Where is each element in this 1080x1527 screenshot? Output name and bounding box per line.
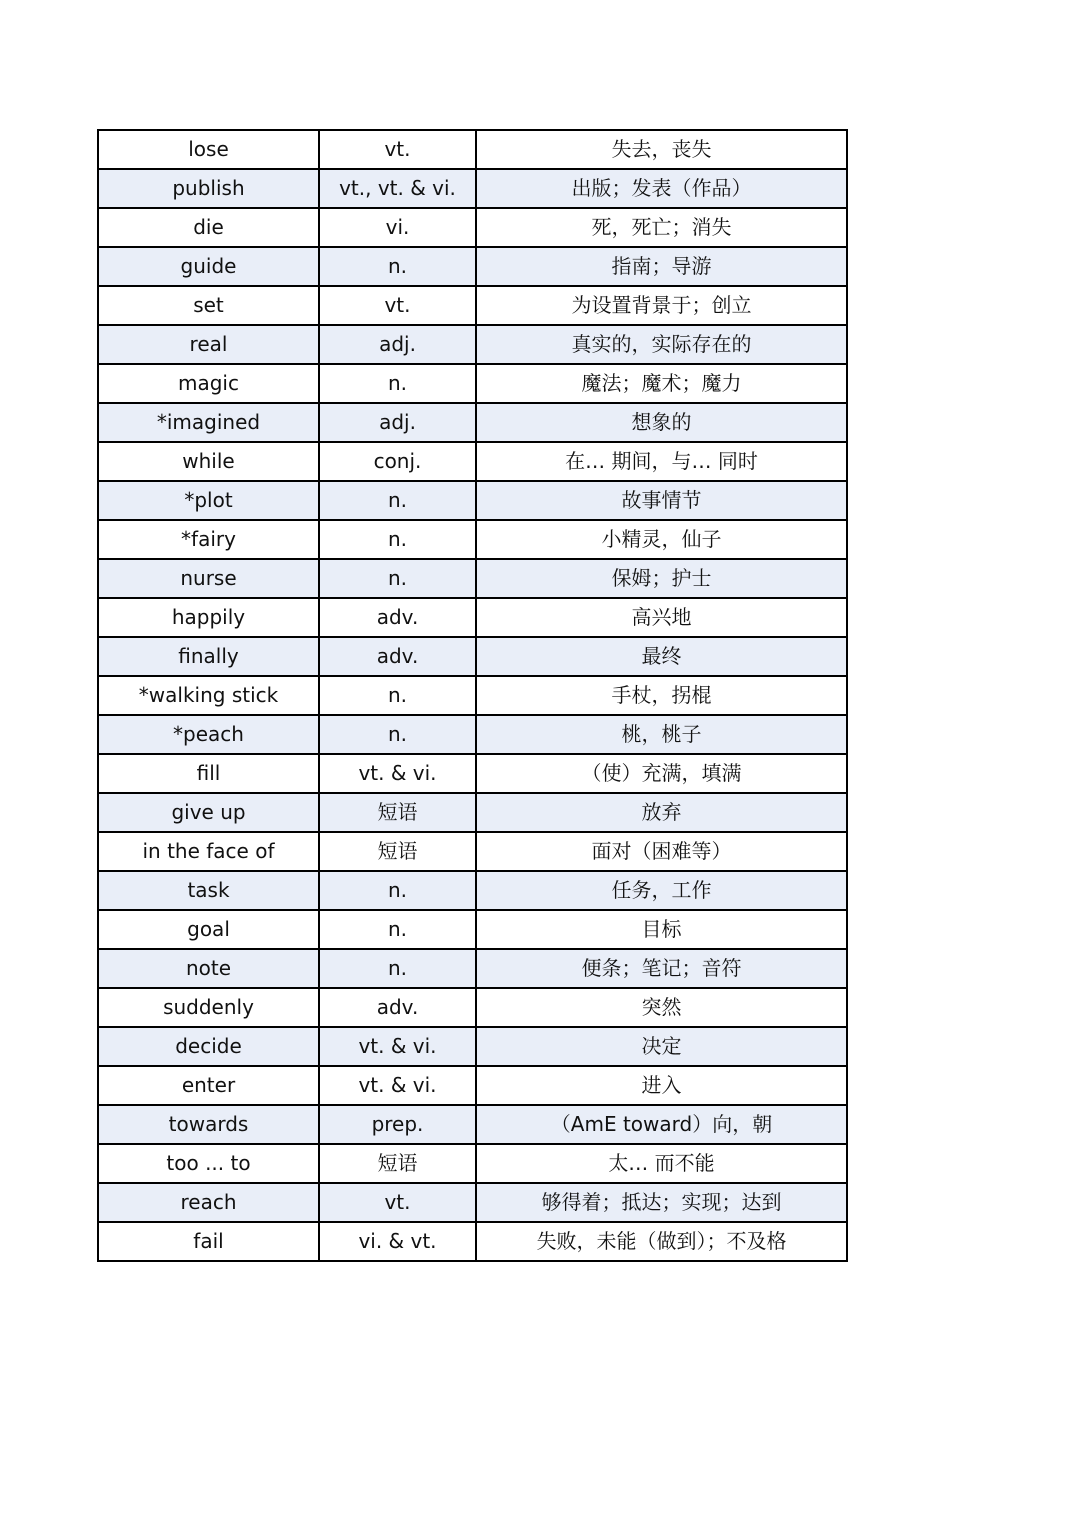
- meaning-cell: 小精灵，仙子: [476, 520, 847, 559]
- table-row: [98, 559, 847, 598]
- table-row: [98, 715, 847, 754]
- word-cell: *walking stick: [98, 676, 319, 715]
- meaning-cell: 进入: [476, 1066, 847, 1105]
- word-cell: set: [98, 286, 319, 325]
- table-row: [98, 169, 847, 208]
- part-of-speech-cell: n.: [319, 910, 476, 949]
- part-of-speech-cell: n.: [319, 520, 476, 559]
- part-of-speech-cell: adj.: [319, 325, 476, 364]
- part-of-speech-cell: n.: [319, 715, 476, 754]
- meaning-cell: 突然: [476, 988, 847, 1027]
- table-row: [98, 1183, 847, 1222]
- word-cell: publish: [98, 169, 319, 208]
- word-cell: lose: [98, 130, 319, 169]
- vocabulary-table-body: [98, 130, 847, 1261]
- word-cell: die: [98, 208, 319, 247]
- word-cell: guide: [98, 247, 319, 286]
- meaning-cell: 想象的: [476, 403, 847, 442]
- meaning-cell: 高兴地: [476, 598, 847, 637]
- part-of-speech-cell: adv.: [319, 598, 476, 637]
- word-cell: in the face of: [98, 832, 319, 871]
- meaning-cell: 太… 而不能: [476, 1144, 847, 1183]
- word-cell: too ... to: [98, 1144, 319, 1183]
- word-cell: nurse: [98, 559, 319, 598]
- meaning-cell: 保姆；护士: [476, 559, 847, 598]
- table-row: [98, 286, 847, 325]
- part-of-speech-cell: vi. & vt.: [319, 1222, 476, 1261]
- part-of-speech-cell: prep.: [319, 1105, 476, 1144]
- table-row: [98, 832, 847, 871]
- part-of-speech-cell: vt., vt. & vi.: [319, 169, 476, 208]
- vocabulary-table: [97, 129, 848, 1262]
- table-row: [98, 910, 847, 949]
- word-cell: finally: [98, 637, 319, 676]
- part-of-speech-cell: vt.: [319, 1183, 476, 1222]
- meaning-cell: （AmE toward）向，朝: [476, 1105, 847, 1144]
- table-row: [98, 754, 847, 793]
- word-cell: fill: [98, 754, 319, 793]
- word-cell: while: [98, 442, 319, 481]
- meaning-cell: 桃，桃子: [476, 715, 847, 754]
- part-of-speech-cell: vt.: [319, 130, 476, 169]
- table-row: [98, 1144, 847, 1183]
- part-of-speech-cell: n.: [319, 247, 476, 286]
- meaning-cell: 手杖，拐棍: [476, 676, 847, 715]
- table-row: [98, 1027, 847, 1066]
- meaning-cell: 在… 期间，与… 同时: [476, 442, 847, 481]
- meaning-cell: 失败，未能（做到）；不及格: [476, 1222, 847, 1261]
- meaning-cell: 为设置背景于；创立: [476, 286, 847, 325]
- table-row: [98, 364, 847, 403]
- word-cell: real: [98, 325, 319, 364]
- table-row: [98, 130, 847, 169]
- part-of-speech-cell: n.: [319, 949, 476, 988]
- part-of-speech-cell: vt. & vi.: [319, 1066, 476, 1105]
- word-cell: fail: [98, 1222, 319, 1261]
- word-cell: note: [98, 949, 319, 988]
- word-cell: magic: [98, 364, 319, 403]
- part-of-speech-cell: n.: [319, 559, 476, 598]
- meaning-cell: 指南；导游: [476, 247, 847, 286]
- part-of-speech-cell: adj.: [319, 403, 476, 442]
- part-of-speech-cell: adv.: [319, 988, 476, 1027]
- part-of-speech-cell: vt. & vi.: [319, 754, 476, 793]
- table-row: [98, 1105, 847, 1144]
- table-row: [98, 481, 847, 520]
- table-row: [98, 598, 847, 637]
- table-row: [98, 403, 847, 442]
- meaning-cell: 便条；笔记；音符: [476, 949, 847, 988]
- table-row: [98, 871, 847, 910]
- table-row: [98, 442, 847, 481]
- word-cell: reach: [98, 1183, 319, 1222]
- table-row: [98, 325, 847, 364]
- meaning-cell: 死，死亡；消失: [476, 208, 847, 247]
- word-cell: give up: [98, 793, 319, 832]
- meaning-cell: 真实的，实际存在的: [476, 325, 847, 364]
- meaning-cell: 够得着；抵达；实现；达到: [476, 1183, 847, 1222]
- table-row: [98, 988, 847, 1027]
- table-row: [98, 1222, 847, 1261]
- meaning-cell: 魔法；魔术；魔力: [476, 364, 847, 403]
- meaning-cell: 失去，丧失: [476, 130, 847, 169]
- part-of-speech-cell: 短语: [319, 1144, 476, 1183]
- meaning-cell: 最终: [476, 637, 847, 676]
- meaning-cell: 目标: [476, 910, 847, 949]
- part-of-speech-cell: adv.: [319, 637, 476, 676]
- word-cell: *imagined: [98, 403, 319, 442]
- word-cell: suddenly: [98, 988, 319, 1027]
- word-cell: happily: [98, 598, 319, 637]
- meaning-cell: 面对（困难等）: [476, 832, 847, 871]
- part-of-speech-cell: n.: [319, 871, 476, 910]
- part-of-speech-cell: n.: [319, 364, 476, 403]
- part-of-speech-cell: n.: [319, 676, 476, 715]
- meaning-cell: 决定: [476, 1027, 847, 1066]
- table-row: [98, 793, 847, 832]
- part-of-speech-cell: vi.: [319, 208, 476, 247]
- meaning-cell: 故事情节: [476, 481, 847, 520]
- meaning-cell: 出版；发表（作品）: [476, 169, 847, 208]
- meaning-cell: （使）充满，填满: [476, 754, 847, 793]
- word-cell: *plot: [98, 481, 319, 520]
- word-cell: task: [98, 871, 319, 910]
- meaning-cell: 任务，工作: [476, 871, 847, 910]
- table-row: [98, 247, 847, 286]
- table-row: [98, 949, 847, 988]
- word-cell: enter: [98, 1066, 319, 1105]
- part-of-speech-cell: vt.: [319, 286, 476, 325]
- part-of-speech-cell: vt. & vi.: [319, 1027, 476, 1066]
- table-row: [98, 1066, 847, 1105]
- part-of-speech-cell: conj.: [319, 442, 476, 481]
- table-row: [98, 208, 847, 247]
- meaning-cell: 放弃: [476, 793, 847, 832]
- word-cell: decide: [98, 1027, 319, 1066]
- word-cell: towards: [98, 1105, 319, 1144]
- word-cell: goal: [98, 910, 319, 949]
- word-cell: *peach: [98, 715, 319, 754]
- table-row: [98, 676, 847, 715]
- part-of-speech-cell: n.: [319, 481, 476, 520]
- word-cell: *fairy: [98, 520, 319, 559]
- table-row: [98, 520, 847, 559]
- part-of-speech-cell: 短语: [319, 832, 476, 871]
- part-of-speech-cell: 短语: [319, 793, 476, 832]
- table-row: [98, 637, 847, 676]
